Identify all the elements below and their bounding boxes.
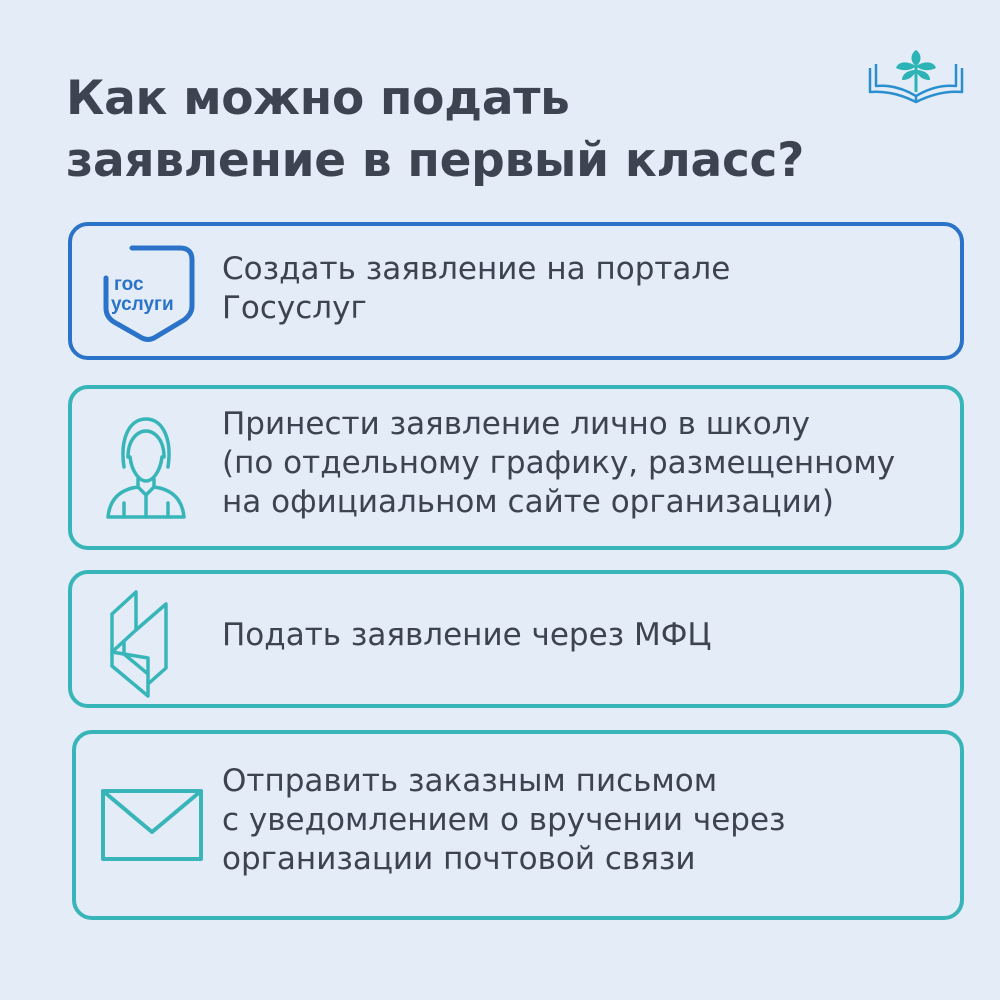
option-card-mail [72, 730, 964, 920]
page-title [66, 68, 804, 192]
mfc-logo-icon [106, 588, 172, 698]
option-text-line: Подать заявление через МФЦ [222, 617, 712, 653]
option-card-gosuslugi [68, 222, 964, 360]
envelope-icon [100, 788, 204, 862]
option-text-line: на официальном сайте организации) [222, 484, 835, 520]
option-text-line: (по отдельному графику, размещенному [222, 445, 896, 481]
option-card-school [68, 385, 964, 550]
option-text-line: Принести заявление лично в школу [222, 406, 810, 442]
book-tree-logo-icon [866, 40, 966, 110]
title-line-1: Как можно подать [66, 71, 570, 126]
title-line-2: заявление в первый класс? [66, 133, 805, 188]
option-text-line: организации почтовой связи [222, 841, 696, 877]
option-text-line: Отправить заказным письмом [222, 763, 718, 799]
person-icon [102, 411, 190, 521]
gosuslugi-logo-icon [102, 242, 198, 342]
option-text [222, 405, 895, 522]
option-text [222, 616, 712, 655]
option-text [222, 762, 786, 879]
gosuslugi-logo-text-1: гос [114, 274, 144, 295]
option-card-mfc [68, 570, 964, 708]
option-text-line: Госуслуг [222, 290, 367, 326]
option-text-line: с уведомлением о вручении через [222, 802, 786, 838]
option-text [222, 250, 730, 328]
gosuslugi-logo-text-2: услуги [111, 294, 174, 315]
option-text-line: Создать заявление на портале [222, 251, 731, 287]
